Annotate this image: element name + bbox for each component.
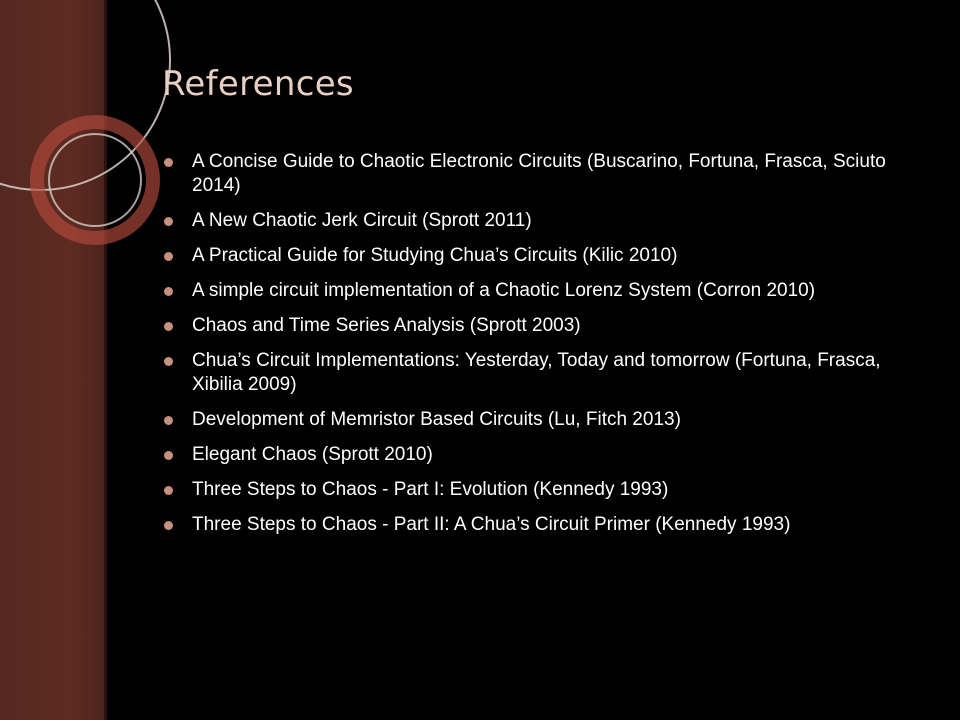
bullet-icon [164, 217, 173, 226]
bullet-icon [164, 416, 173, 425]
reference-text: Development of Memristor Based Circuits (Lu, Fitch 2013) [192, 409, 681, 430]
list-item [162, 209, 922, 233]
bullet-icon [164, 252, 173, 261]
bullet-icon [164, 287, 173, 296]
reference-text: Chaos and Time Series Analysis (Sprott 2003) [192, 315, 581, 336]
bullet-icon [164, 486, 173, 495]
bullet-icon [164, 322, 173, 331]
list-item [162, 279, 922, 303]
page-title: References [162, 64, 354, 104]
reference-list [162, 150, 922, 548]
list-item [162, 150, 922, 198]
list-item [162, 244, 922, 268]
list-item [162, 349, 922, 397]
reference-text: A Concise Guide to Chaotic Electronic Circuits (Buscarino, Fortuna, Frasca, Sciuto 2014) [192, 151, 886, 196]
bullet-icon [164, 521, 173, 530]
list-item [162, 408, 922, 432]
bullet-icon [164, 158, 173, 167]
reference-text: Three Steps to Chaos - Part I: Evolution (Kennedy 1993) [192, 479, 669, 500]
side-band-edge [104, 0, 107, 720]
reference-text: Elegant Chaos (Sprott 2010) [192, 444, 433, 465]
reference-text: A Practical Guide for Studying Chua’s Circuits (Kilic 2010) [192, 245, 678, 266]
reference-text: Three Steps to Chaos - Part II: A Chua’s Circuit Primer (Kennedy 1993) [192, 514, 791, 535]
list-item [162, 314, 922, 338]
list-item [162, 513, 922, 537]
bullet-icon [164, 357, 173, 366]
side-band [0, 0, 106, 720]
reference-text: Chua’s Circuit Implementations: Yesterday, Today and tomorrow (Fortuna, Frasca, Xibilia 2009) [192, 350, 881, 395]
bullet-icon [164, 451, 173, 460]
reference-text: A New Chaotic Jerk Circuit (Sprott 2011) [192, 210, 532, 231]
list-item [162, 478, 922, 502]
list-item [162, 443, 922, 467]
reference-text: A simple circuit implementation of a Chaotic Lorenz System (Corron 2010) [192, 280, 816, 301]
